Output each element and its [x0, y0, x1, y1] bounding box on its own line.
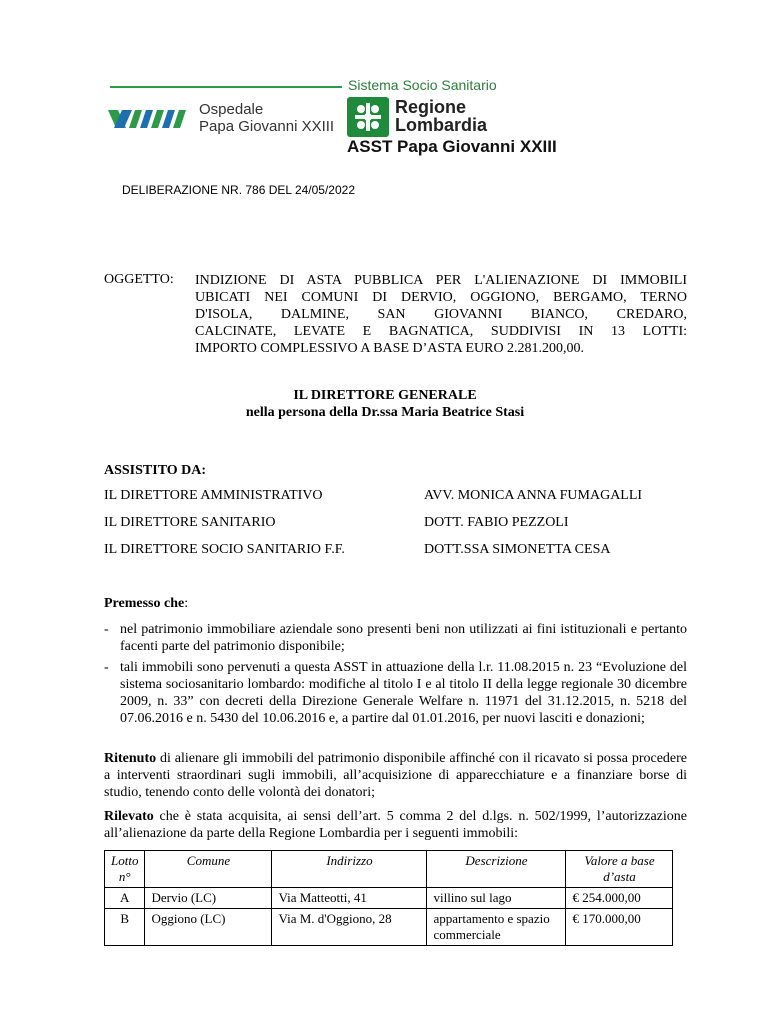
col-header-valore: Valore a base d’asta: [566, 851, 673, 888]
cell-valore: € 170.000,00: [566, 909, 673, 946]
lotti-table: [104, 850, 673, 946]
cell-comune: Dervio (LC): [145, 888, 272, 909]
oggetto-label: OGGETTO:: [104, 272, 174, 287]
oggetto-text: [195, 272, 687, 357]
name-amministrativo: AVV. MONICA ANNA FUMAGALLI: [424, 488, 643, 503]
regione-name: [395, 98, 487, 134]
col-header-descrizione: Descrizione: [427, 851, 566, 888]
premesso-colon: :: [184, 596, 189, 611]
oggetto-line: CALCINATE, LEVATE E BAGNATICA, SUDDIVISI IN 13 LOTTI:: [195, 324, 687, 339]
role-sanitario: IL DIRETTORE SANITARIO: [104, 515, 276, 530]
col-header-comune: Comune: [145, 851, 272, 888]
sistema-socio-sanitario-label: Sistema Socio Sanitario: [348, 77, 497, 93]
table-row: [105, 909, 673, 946]
role-socio-sanitario: IL DIRETTORE SOCIO SANITARIO F.F.: [104, 542, 345, 557]
oggetto-line: D'ISOLA, DALMINE, SAN GIOVANNI BIANCO, CREDARO,: [195, 307, 687, 322]
list-item: [104, 621, 687, 655]
regione-line2: Lombardia: [395, 115, 488, 135]
rilevato-text: che è stata acquisita, ai sensi dell’art. 5 comma 2 del d.lgs. n. 502/1999, l’autorizzazione all’alienazione da parte della Regione Lombardia per i seguenti immobili:: [104, 809, 687, 841]
asst-name: ASST Papa Giovanni XXIII: [347, 137, 557, 156]
cell-lotto: A: [105, 888, 145, 909]
bullet-dash: -: [104, 622, 109, 637]
cell-lotto: B: [105, 909, 145, 946]
direttore-subtitle: nella persona della Dr.ssa Maria Beatrice Stasi: [245, 405, 525, 420]
direttore-title: IL DIRETTORE GENERALE: [293, 388, 477, 403]
list-item: [104, 659, 687, 727]
col-header-indirizzo: Indirizzo: [272, 851, 427, 888]
col-header-lotto: Lotto n°: [105, 851, 145, 888]
cell-comune: Oggiono (LC): [145, 909, 272, 946]
premesso-heading: [104, 596, 188, 612]
cell-descrizione: villino sul lago: [427, 888, 566, 909]
table-row: [105, 888, 673, 909]
ospedale-line2: Papa Giovanni XXIII: [199, 118, 335, 135]
ospedale-line1: Ospedale: [199, 101, 264, 118]
letterhead: [0, 0, 770, 170]
role-amministrativo: IL DIRETTORE AMMINISTRATIVO: [104, 488, 323, 503]
ritenuto-text: di alienare gli immobili del patrimonio disponibile affinché con il ricavato si possa procedere a interventi straordinari sugli immobili, all’acquisizione di apparecchiature e a finanziare borse di studio, tenendo conto delle volontà dei donatori;: [104, 751, 687, 800]
cell-valore: € 254.000,00: [566, 888, 673, 909]
direttore-generale-heading: [0, 387, 770, 421]
oggetto-line: IMPORTO COMPLESSIVO A BASE D’ASTA EURO 2.281.200,00.: [195, 341, 585, 356]
regione-line1: Regione: [395, 97, 467, 117]
bullet-dash: -: [104, 660, 109, 675]
assistito-label: ASSISTITO DA:: [104, 463, 207, 478]
regione-lombardia-logo-icon: [347, 97, 389, 137]
ospedale-logo-icon: [108, 106, 190, 132]
ritenuto-paragraph: [104, 750, 687, 801]
deliberazione-number: DELIBERAZIONE NR. 786 DEL 24/05/2022: [122, 183, 356, 197]
premesso-label: Premesso che: [104, 596, 185, 611]
name-sanitario: DOTT. FABIO PEZZOLI: [424, 515, 569, 530]
cell-descrizione: appartamento e spazio commerciale: [427, 909, 566, 946]
header-rule: [110, 86, 342, 88]
ospedale-name: [199, 101, 334, 135]
bullet-text: tali immobili sono pervenuti a questa ASST in attuazione della l.r. 11.08.2015 n. 23 “Evoluzione del sistema sociosanitario lombardo: modifiche al titolo I e al titolo II della legge regionale 30 dicembre 2009, n. 33” con decreti della Direzione Generale Welfare n. 11971 del 31.12.2015, n. 5218 del 07.06.2016 e n. 5430 del 10.06.2016 e, a partire dal 01.01.2016, per nuovi lasciti e donazioni;: [120, 660, 687, 726]
ritenuto-label: Ritenuto: [104, 751, 157, 766]
cell-indirizzo: Via Matteotti, 41: [272, 888, 427, 909]
oggetto-line: INDIZIONE DI ASTA PUBBLICA PER L'ALIENAZIONE DI IMMOBILI: [195, 273, 687, 288]
bullet-text: nel patrimonio immobiliare aziendale sono presenti beni non utilizzati ai fini istituzionali e pertanto facenti parte del patrimonio disponibile;: [120, 622, 687, 654]
name-socio-sanitario: DOTT.SSA SIMONETTA CESA: [424, 542, 611, 557]
oggetto-line: UBICATI NEI COMUNI DI DERVIO, OGGIONO, BERGAMO, TERNO: [195, 290, 687, 305]
rilevato-label: Rilevato: [104, 809, 154, 824]
rilevato-paragraph: [104, 808, 687, 842]
table-header-row: [105, 851, 673, 888]
cell-indirizzo: Via M. d'Oggiono, 28: [272, 909, 427, 946]
